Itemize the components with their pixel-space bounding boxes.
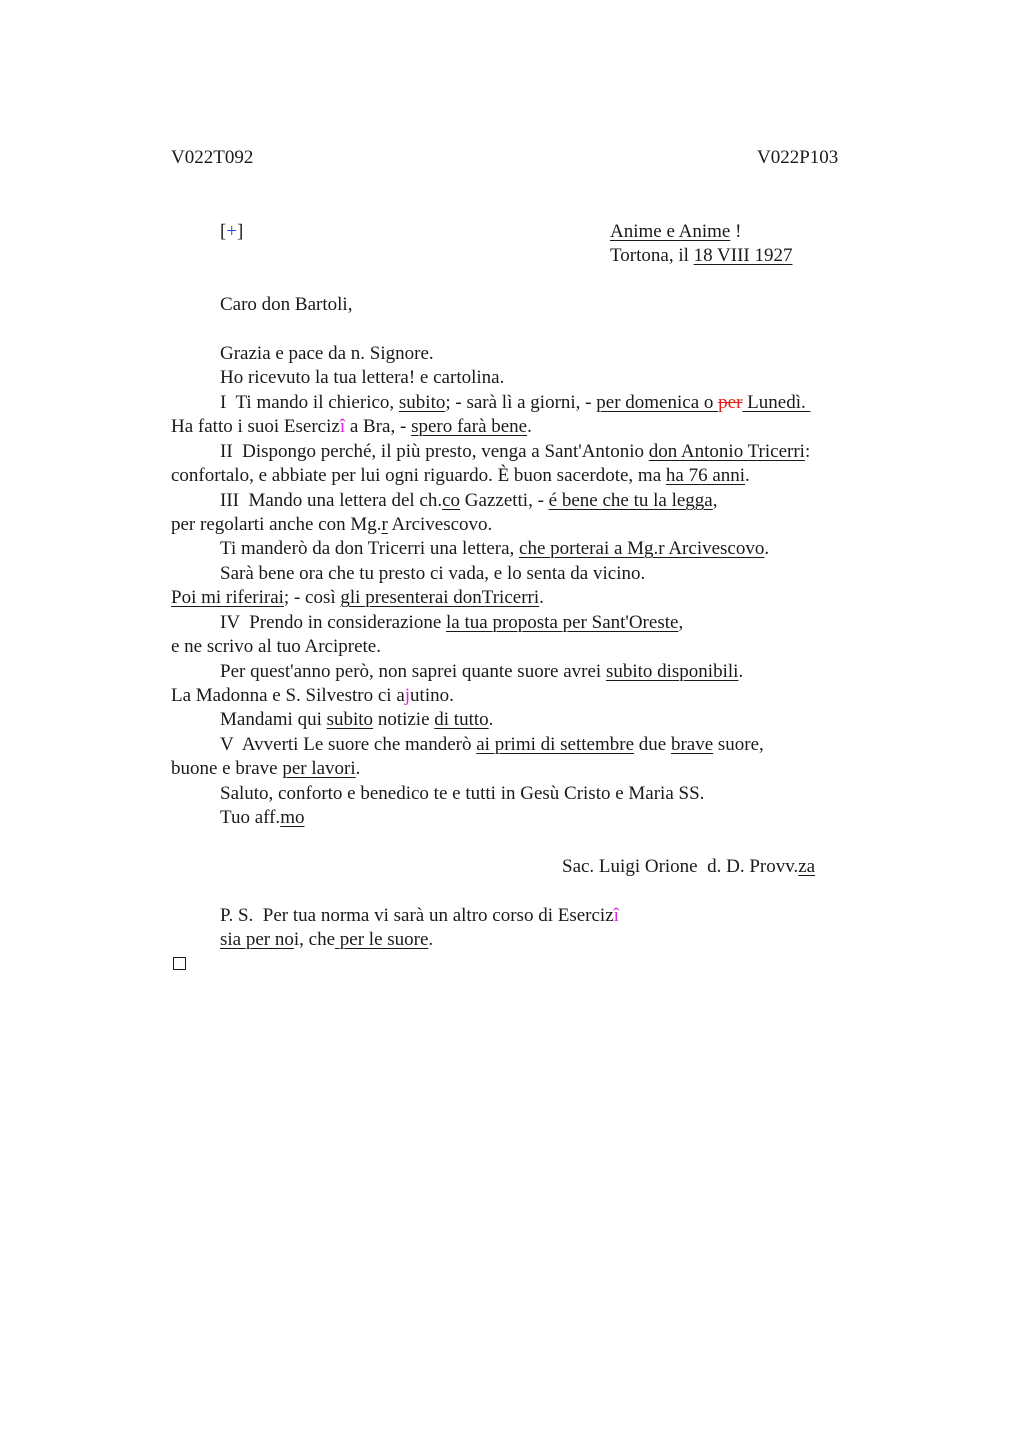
letter-line: e ne scrivo al tuo Arciprete.	[171, 636, 381, 657]
place-date	[610, 244, 793, 268]
letter-line: II Dispongo perché, il più presto, venga a Sant'Antonio don Antonio Tricerri:	[220, 441, 811, 462]
letter-line: Poi mi riferirai; - così gli presenterai donTricerri.	[171, 587, 544, 608]
letter-line: Mandami qui subito notizie di tutto.	[220, 709, 494, 730]
letter-line: confortalo, e abbiate per lui ogni riguardo. È buon sacerdote, ma ha 76 anni.	[171, 465, 750, 486]
motto	[610, 220, 741, 244]
letter-line: Ti manderò da don Tricerri una lettera, che porterai a Mg.r Arcivescovo.	[220, 538, 770, 559]
postscript-line: P. S. Per tua norma vi sarà un altro corso di Esercizî	[220, 905, 619, 926]
signature: Sac. Luigi Orione d. D. Provv.za	[562, 856, 816, 877]
letter-line: IV Prendo in considerazione la tua proposta per Sant'Oreste,	[220, 612, 684, 633]
letter-line: buone e brave per lavori.	[171, 758, 361, 779]
letter-line: III Mando una lettera del ch.co Gazzetti, - é bene che tu la legga,	[220, 490, 718, 511]
letter-line: Grazia e pace da n. Signore.	[220, 343, 434, 364]
letter-line: Ha fatto i suoi Esercizî a Bra, - spero farà bene.	[171, 416, 532, 437]
bracket-open: [	[220, 221, 227, 242]
place: Tortona, il	[610, 245, 694, 266]
bracket-close: ]	[237, 221, 244, 242]
document-code-right: V022P103	[757, 147, 839, 168]
date: 18 VIII 1927	[693, 245, 793, 266]
end-square-icon	[173, 957, 186, 970]
motto-text: Anime e Anime	[610, 221, 731, 242]
letter-line: Saluto, conforto e benedico te e tutti in Gesù Cristo e Maria SS.	[220, 783, 705, 804]
letter-line: Ho ricevuto la tua lettera! e cartolina.	[220, 367, 505, 388]
motto-exclamation: !	[730, 221, 742, 242]
document-code-left: V022T092	[171, 147, 254, 168]
letter-line: V Avverti Le suore che manderò ai primi di settembre due brave suore,	[220, 734, 764, 755]
postscript-line: sia per noi, che per le suore.	[220, 929, 434, 950]
letter-line: La Madonna e S. Silvestro ci ajutino.	[171, 685, 454, 706]
struck-word: per	[718, 392, 743, 413]
greeting: Caro don Bartoli,	[220, 294, 353, 315]
cross-mark	[220, 220, 243, 244]
letter-line: I Ti mando il chierico, subito; - sarà lì a giorni, - per domenica o per Lunedì.	[220, 392, 811, 413]
letter-line: Per quest'anno però, non saprei quante suore avrei subito disponibili.	[220, 661, 744, 682]
letter-line: per regolarti anche con Mg.r Arcivescovo.	[171, 514, 493, 535]
cross-icon: +	[226, 221, 238, 242]
closing: Tuo aff.mo	[220, 807, 305, 828]
letter-line: Sarà bene ora che tu presto ci vada, e lo senta da vicino.	[220, 563, 646, 584]
